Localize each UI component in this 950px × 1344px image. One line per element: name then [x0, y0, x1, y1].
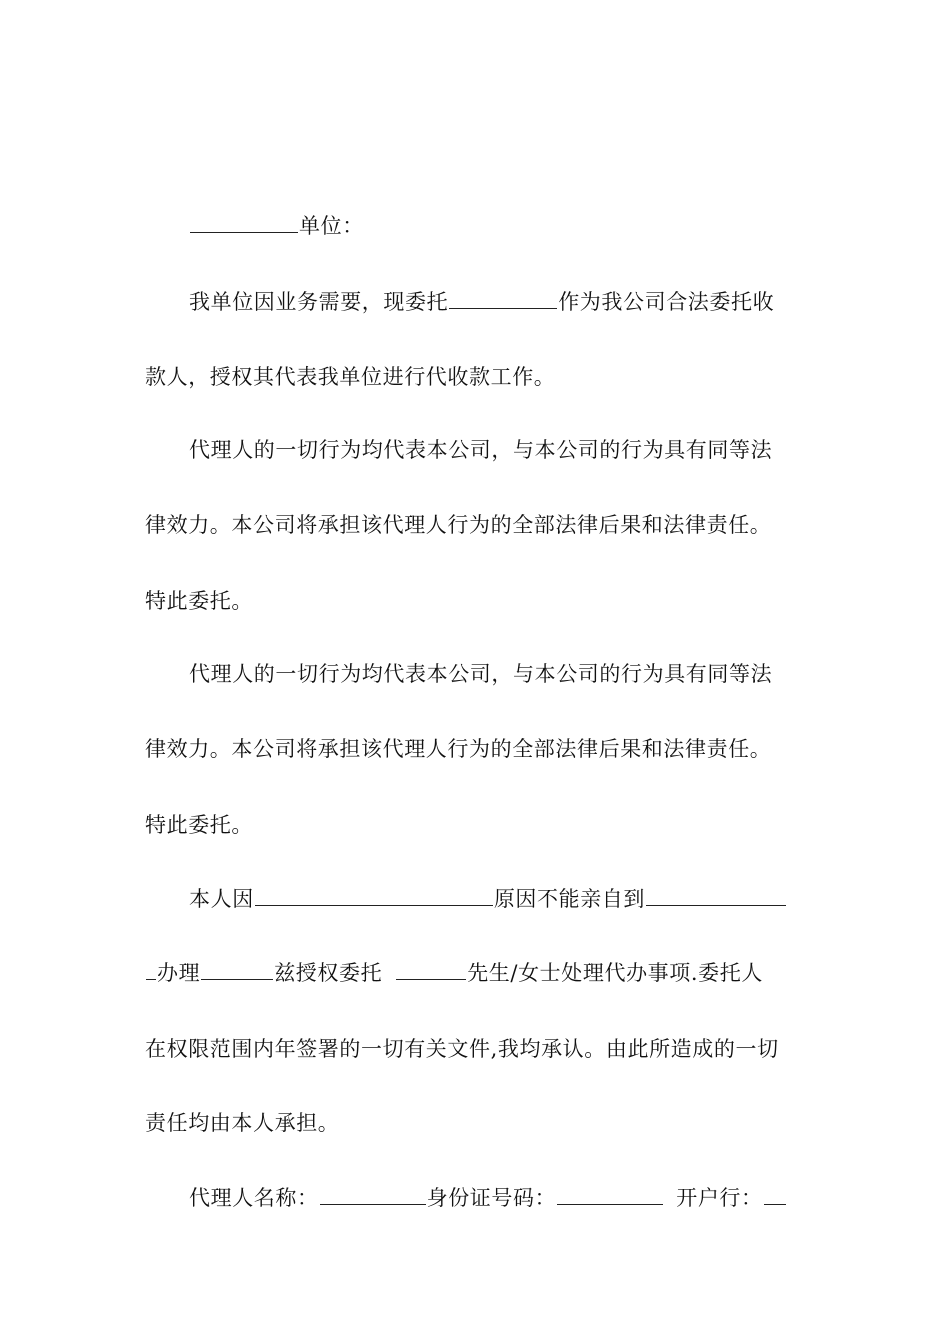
- p4-text-b3: 先生/女士处理代办事项.委托人: [467, 961, 763, 985]
- paragraph-2-line-3: 特此委托。: [145, 589, 253, 613]
- paragraph-2-line-1: 代理人的一切行为均代表本公司，与本公司的行为具有同等法: [189, 438, 773, 462]
- paragraph-4-line-1: [189, 882, 810, 916]
- trustee-blank: [449, 286, 557, 309]
- p4-text-b1: 办理: [157, 961, 201, 985]
- paragraph-4-line-4: 责任均由本人承担。: [145, 1111, 340, 1135]
- paragraph-3-line-2: 律效力。本公司将承担该代理人行为的全部法律后果和法律责任。: [145, 737, 772, 761]
- id-number-label: 身份证号码：: [426, 1186, 557, 1210]
- salutation-text: 单位：: [299, 214, 364, 238]
- paragraph-2-line-2: 律效力。本公司将承担该代理人行为的全部法律后果和法律责任。: [145, 513, 772, 537]
- paragraph-4-line-2: [145, 956, 810, 990]
- place-blank-continued: [146, 957, 156, 980]
- p4-text-b2: 兹授权委托: [274, 961, 383, 985]
- agent-name-field-blank: [320, 1182, 426, 1205]
- p1-text-a: 我单位因业务需要，现委托: [189, 290, 449, 314]
- paragraph-5-line-1: [189, 1181, 810, 1215]
- p4-text-a1: 本人因: [189, 887, 254, 911]
- agent-name-label: 代理人名称：: [189, 1186, 319, 1210]
- reason-blank: [255, 883, 493, 906]
- unit-blank: [190, 210, 298, 233]
- place-blank: [646, 883, 786, 906]
- paragraph-3-line-3: 特此委托。: [145, 813, 253, 837]
- paragraph-4-line-3: 在权限范围内年签署的一切有关文件,我均承认。由此所造成的一切: [145, 1037, 779, 1061]
- p4-text-a2: 原因不能亲自到: [493, 887, 646, 911]
- paragraph-3-line-1: 代理人的一切行为均代表本公司，与本公司的行为具有同等法: [189, 662, 773, 686]
- bank-label: 开户行：: [676, 1186, 763, 1210]
- bank-blank: [764, 1182, 786, 1205]
- agent-name-blank: [396, 957, 466, 980]
- paragraph-1-line-1: [189, 285, 810, 319]
- p1-text-b: 作为我公司合法委托收: [558, 290, 775, 314]
- paragraph-1-line-2: 款人，授权其代表我单位进行代收款工作。: [145, 365, 556, 389]
- id-number-blank: [557, 1182, 663, 1205]
- salutation-line: [189, 209, 810, 243]
- matter-blank: [201, 957, 273, 980]
